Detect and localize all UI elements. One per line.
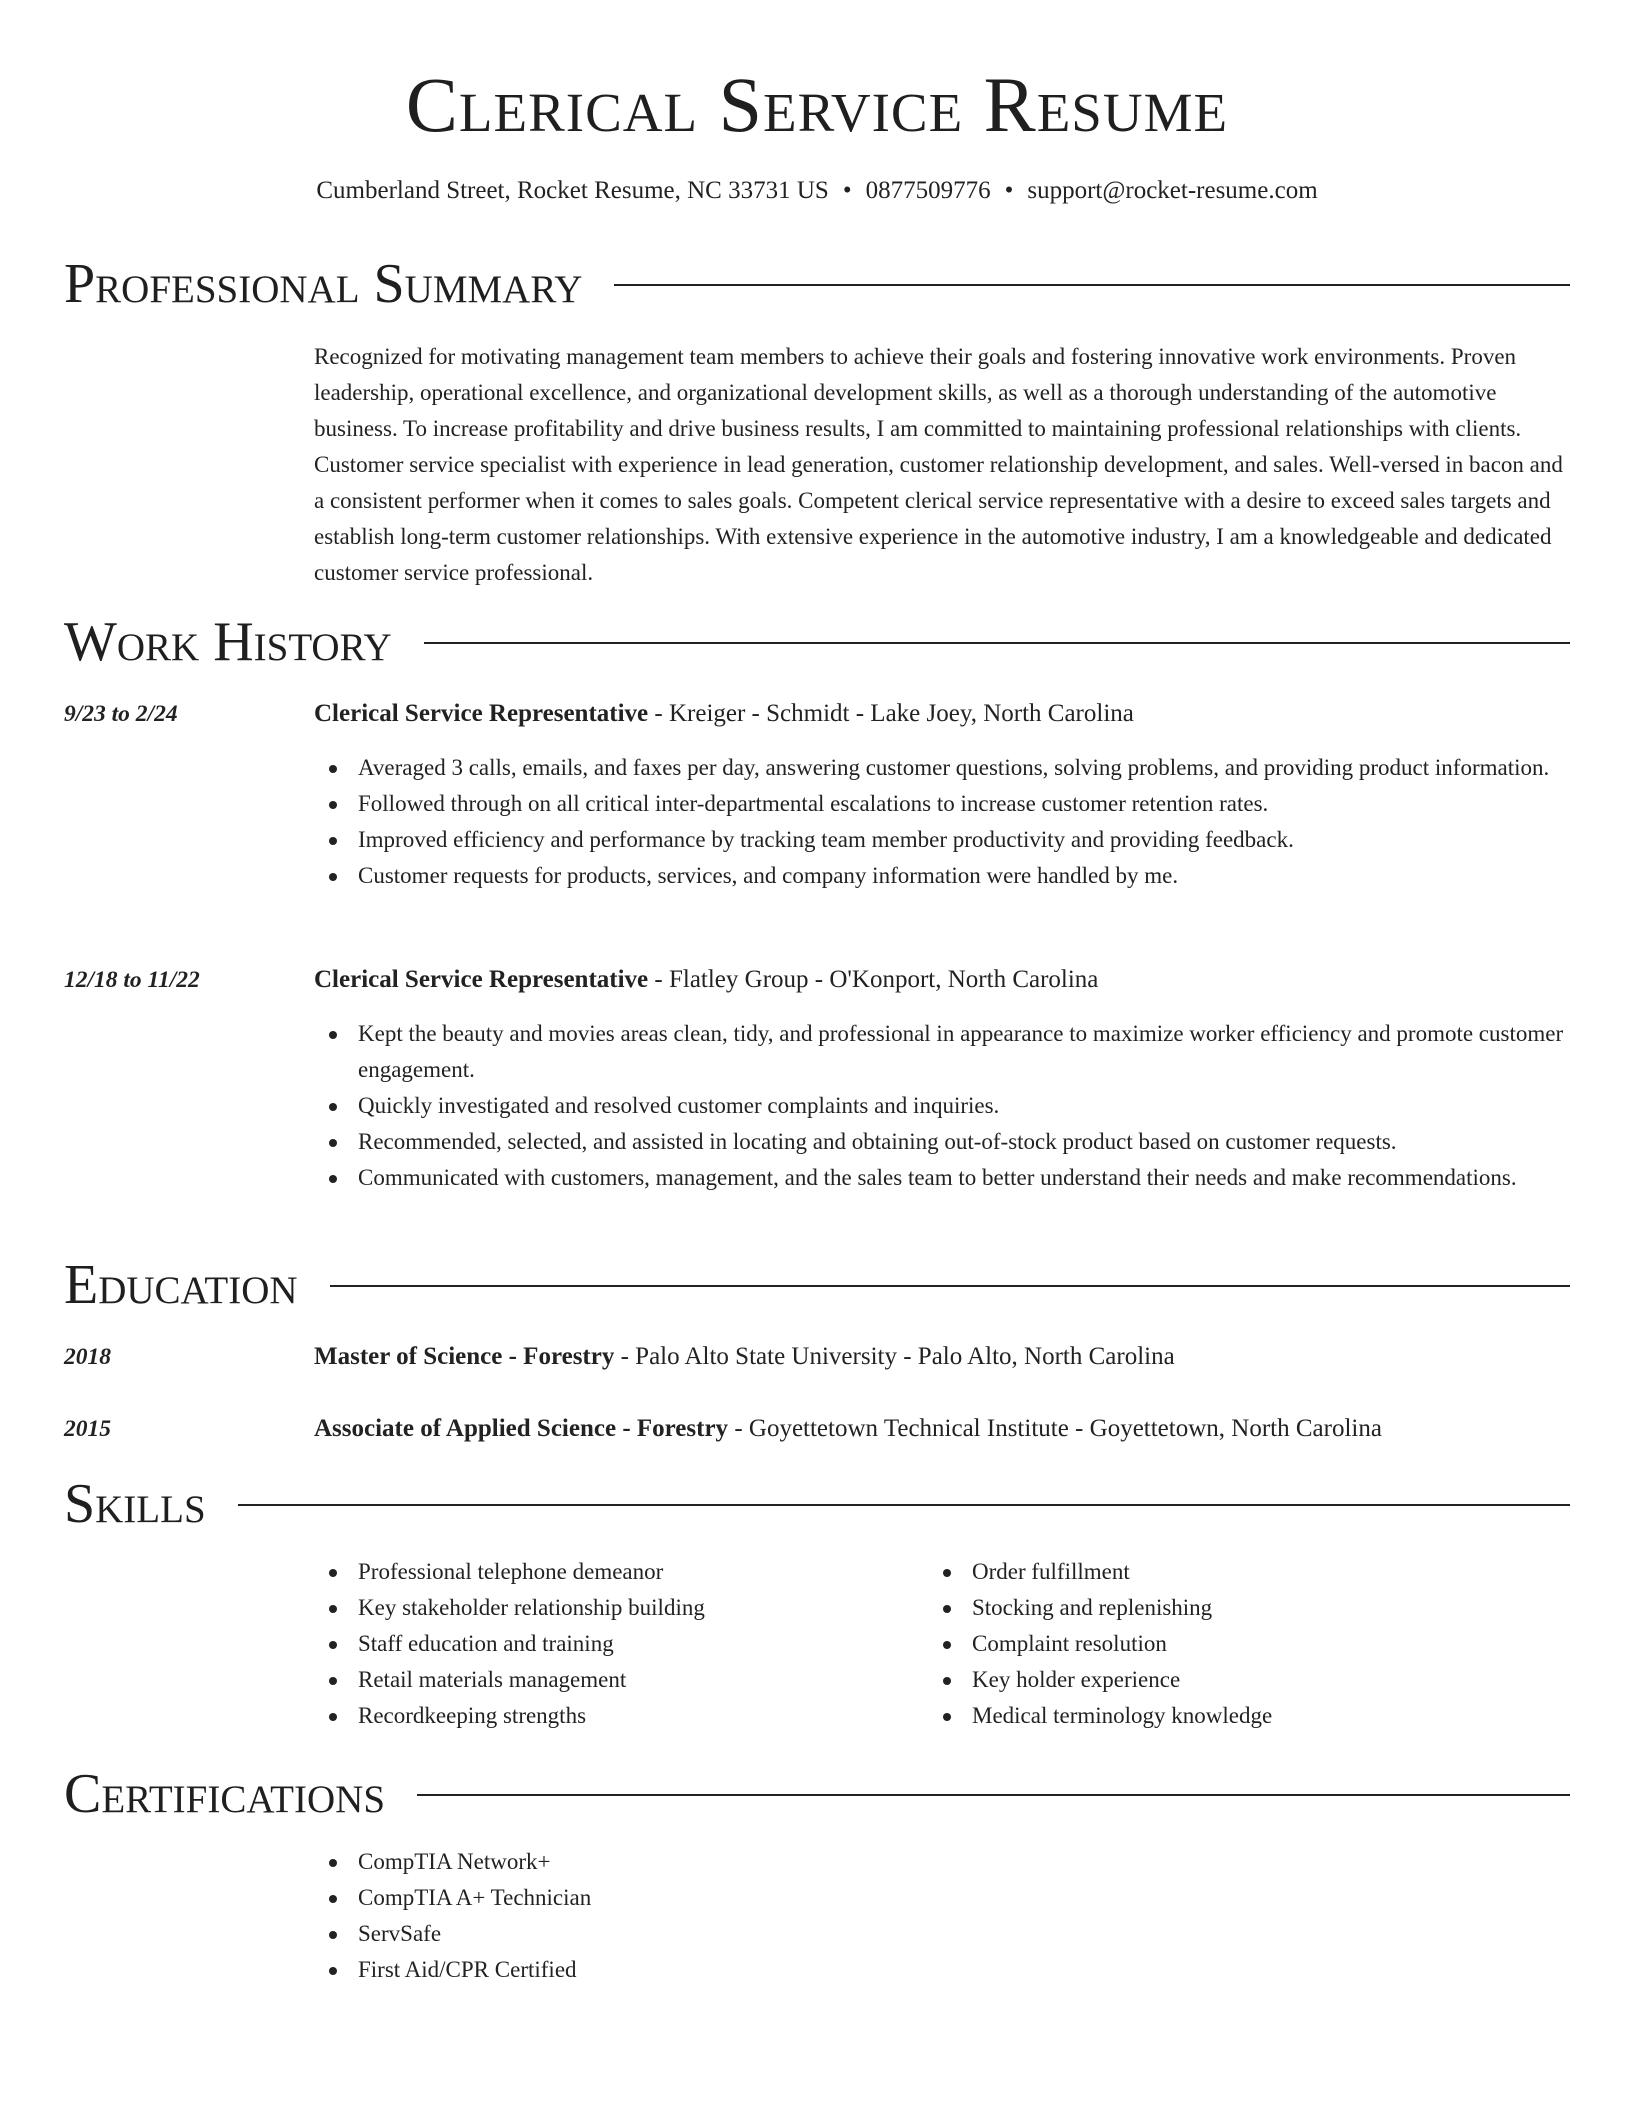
summary-text: Recognized for motivating management team members to achieve their goals and fostering innovative work environments. Proven leadership, operational excellence, and organizational development skills, as well as a thorough understanding of the automotive business. To increase profitability and drive business results, I am committed to maintaining professional relationships with clients. Customer service specialist with experience in lead generation, customer relationship development, and sales. Well-versed in bacon and a consistent performer when it comes to sales goals. Competent clerical service representative with a desire to exceed sales targets and establish long-term customer relationships. With extensive experience in the automotive industry, I am a knowledgeable and dedicated customer service professional. [314, 344, 1563, 585]
list-item: Professional telephone demeanor [314, 1554, 874, 1590]
list-item: Customer requests for products, services, and company information were handled by me. [314, 858, 1570, 894]
education-entry [314, 1339, 1570, 1375]
skills-list-left [314, 1554, 874, 1734]
job-heading [314, 962, 1570, 998]
education-details: - Goyettetown Technical Institute - Goyettetown, North Carolina [728, 1415, 1382, 1442]
resume-page [64, 0, 1570, 2112]
list-item: Averaged 3 calls, emails, and faxes per day, answering customer questions, solving problems, and providing product information. [314, 750, 1570, 786]
education-degree: Associate of Applied Science - Forestry [314, 1415, 729, 1442]
contact-separator: • [842, 177, 852, 204]
education-degree: Master of Science - Forestry [314, 1343, 615, 1370]
resume-title: Clerical Service Resume [405, 61, 1229, 148]
section-divider [238, 1504, 1570, 1506]
education-year: 2018 [64, 1344, 111, 1370]
list-item: Communicated with customers, management, and the sales team to better understand their needs and make recommendations. [314, 1160, 1570, 1196]
list-item: Followed through on all critical inter-departmental escalations to increase customer retention rates. [314, 786, 1570, 822]
job-heading [314, 696, 1570, 732]
list-item: Retail materials management [314, 1662, 874, 1698]
education-details: - Palo Alto State University - Palo Alto, North Carolina [614, 1343, 1175, 1370]
work-heading: Work History [64, 611, 392, 673]
list-item: Quickly investigated and resolved customer complaints and inquiries. [314, 1088, 1570, 1124]
certifications-list [314, 1844, 1570, 1988]
list-item: CompTIA Network+ [314, 1844, 1570, 1880]
skills-section-header [64, 1474, 1570, 1534]
section-divider [330, 1285, 1570, 1287]
list-item: CompTIA A+ Technician [314, 1880, 1570, 1916]
education-year: 2015 [64, 1416, 111, 1442]
job-details: - Flatley Group - O'Konport, North Carolina [648, 966, 1099, 993]
section-divider [417, 1794, 1570, 1796]
summary-heading: Professional Summary [64, 253, 583, 315]
work-section-header [64, 612, 1570, 672]
job-details: - Kreiger - Schmidt - Lake Joey, North Carolina [648, 700, 1134, 727]
job-title: Clerical Service Representative [314, 700, 649, 727]
education-heading: Education [64, 1254, 298, 1316]
summary-section-header [64, 254, 1570, 314]
section-divider [614, 284, 1570, 286]
job-title: Clerical Service Representative [314, 966, 649, 993]
list-item: Key holder experience [928, 1662, 1488, 1698]
list-item: Key stakeholder relationship building [314, 1590, 874, 1626]
list-item: Order fulfillment [928, 1554, 1488, 1590]
contact-email[interactable]: support@rocket-resume.com [1027, 177, 1318, 204]
job-bullet-list [314, 750, 1570, 894]
education-section-header [64, 1255, 1570, 1315]
education-entry [314, 1411, 1570, 1447]
contact-address: Cumberland Street, Rocket Resume, NC 33731 US [316, 177, 829, 204]
contact-separator: • [1004, 177, 1014, 204]
list-item: Improved efficiency and performance by tracking team member productivity and providing feedback. [314, 822, 1570, 858]
job-dates: 9/23 to 2/24 [64, 701, 178, 727]
skills-heading: Skills [64, 1473, 206, 1535]
list-item: Recordkeeping strengths [314, 1698, 874, 1734]
list-item: Staff education and training [314, 1626, 874, 1662]
list-item: Stocking and replenishing [928, 1590, 1488, 1626]
list-item: Medical terminology knowledge [928, 1698, 1488, 1734]
list-item: Kept the beauty and movies areas clean, tidy, and professional in appearance to maximize worker efficiency and promote customer engagement. [314, 1016, 1570, 1088]
job-bullet-list [314, 1016, 1570, 1196]
section-divider [424, 642, 1570, 644]
list-item: Recommended, selected, and assisted in locating and obtaining out-of-stock product based on customer requests. [314, 1124, 1570, 1160]
job-dates: 12/18 to 11/22 [64, 967, 200, 993]
contact-phone[interactable]: 0877509776 [865, 177, 991, 204]
contact-line [64, 174, 1570, 208]
list-item: ServSafe [314, 1916, 1570, 1952]
certifications-heading: Certifications [64, 1763, 386, 1825]
skills-list-right [928, 1554, 1488, 1734]
list-item: First Aid/CPR Certified [314, 1952, 1570, 1988]
certifications-section-header [64, 1764, 1570, 1824]
list-item: Complaint resolution [928, 1626, 1488, 1662]
